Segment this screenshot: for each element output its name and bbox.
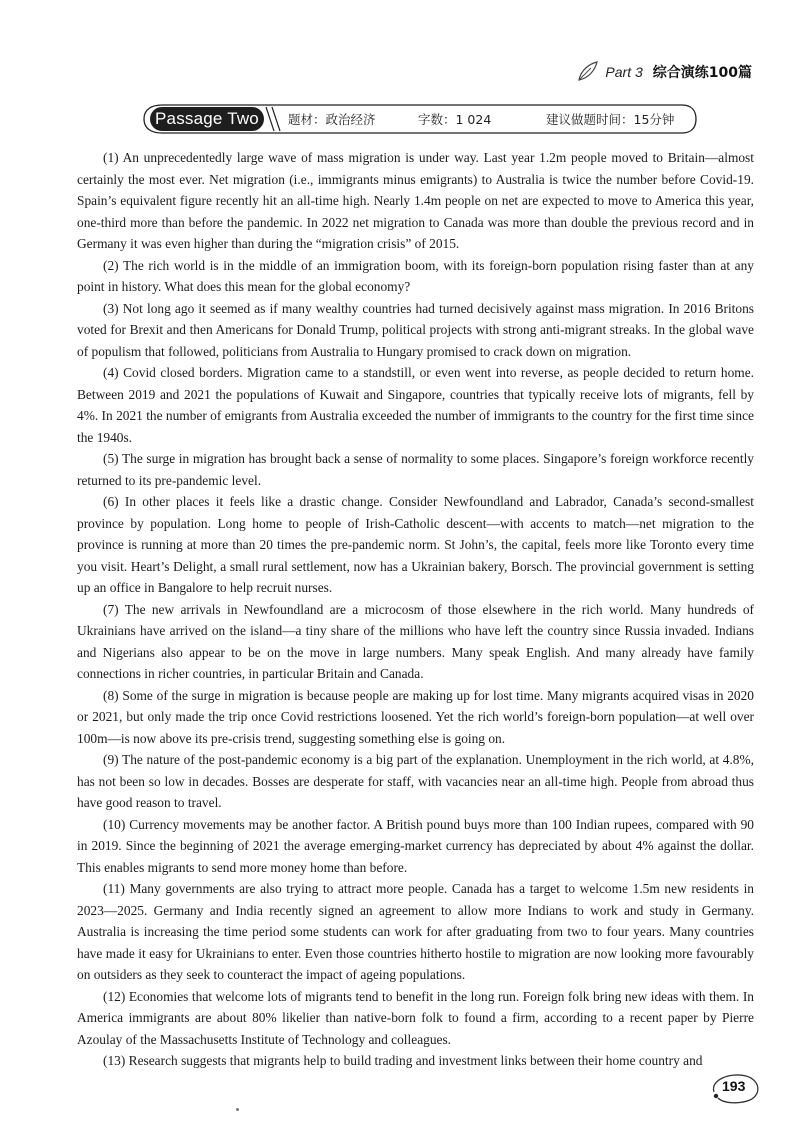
paragraph-9: (9) The nature of the post-pandemic economy is a big part of the explanation. Unemployment in the rich world, at 4.8%, has not been so low in decades. Bosses are desperate for staff, with vacancies near an all-time high. People from abroad thus have good reason to travel. — [77, 752, 754, 810]
page-number: 193 — [722, 1078, 746, 1094]
paragraph-3: (3) Not long ago it seemed as if many wealthy countries had turned decisively against mass migration. In 2016 Britons voted for Brexit and then Americans for Donald Trump, political projects with strong anti-migrant streaks. In the global wave of populism that followed, politicians from Australia to Hungary promised to crack down on migration. — [77, 300, 754, 359]
suggested-time-label: 建议做题时间：15分钟 — [546, 112, 675, 127]
part-label: Part 3 — [605, 64, 643, 80]
part-header — [575, 60, 752, 84]
leaf-icon — [575, 60, 601, 84]
paragraph-5: (5) The surge in migration has brought back a sense of normality to some places. Singapore’s foreign workforce recently returned to its pre-pandemic level. — [77, 451, 754, 488]
article-body — [77, 147, 754, 1072]
paragraph-12: (12) Economies that welcome lots of migrants tend to benefit in the long run. Foreign folk bring new ideas with them. In America immigrants are about 80% likelier than native-born folk to found a firm, according to a recent paper by Pierre Azoulay of the Massachusetts Institute of Technology and colleagues. — [77, 988, 754, 1047]
paragraph-10: (10) Currency movements may be another factor. A British pound buys more than 100 Indian rupees, compared with 90 in 2019. Since the beginning of 2021 the average emerging-market currency has depreciated by about 4% against the dollar. This enables migrants to send more money home than before. — [77, 816, 754, 875]
paragraph-6: (6) In other places it feels like a drastic change. Consider Newfoundland and Labrador, Canada’s second-smallest province by population. Long home to people of Irish-Catholic descent—with accents to match—net migration to the province is running at more than 20 times the pre-pandemic norm. St John’s, the capital, feels more like Toronto every time you visit. Heart’s Delight, a small rural settlement, now has a Ukrainian bakery, Borsch. The provincial government is setting up an office in Bangalore to help recruit nurses. — [77, 494, 754, 595]
topic-label: 题材：政治经济 — [288, 112, 376, 127]
scan-dot — [236, 1108, 239, 1111]
paragraph-7: (7) The new arrivals in Newfoundland are a microcosm of those elsewhere in the rich world. Many hundreds of Ukrainians have arrived on the island—a tiny share of the millions who have left the country since Russia invaded. Indians and Nigerians also appear to be on the move in large numbers. Many speak English. And many already have family connections in richer countries, in particular Britain and Canada. — [77, 601, 754, 681]
paragraph-8: (8) Some of the surge in migration is because people are making up for lost time. Many migrants acquired visas in 2020 or 2021, but only made the trip once Covid restrictions loosened. Yet the rich world’s foreign-born population—at well over 100m—is now above its pre-crisis trend, suggesting something else is going on. — [77, 687, 754, 746]
part-title: 综合演练100篇 — [652, 65, 752, 81]
page-number-badge — [700, 1070, 766, 1106]
paragraph-13: (13) Research suggests that migrants help to build trading and investment links between their home country and — [103, 1053, 703, 1068]
word-count-label: 字数：1 024 — [418, 112, 492, 127]
paragraph-1: (1) An unprecedentedly large wave of mass migration is under way. Last year 1.2m people moved to Britain—almost certainly the most ever. Net migration (i.e., immigrants minus emigrants) to Australia is twice the number before Covid-19. Spain’s equivalent figure recently hit an all-time high. Nearly 1.4m people on net are expected to move to America this year, one-third more than before the pandemic. In 2022 net migration to Canada was more than double the previous record and in Germany it was even higher than during the “migration crisis” of 2015. — [77, 150, 754, 251]
paragraph-4: (4) Covid closed borders. Migration came to a standstill, or even went into reverse, as people decided to return home. Between 2019 and 2021 the populations of Kuwait and Singapore, countries that typically receive lots of migrants, fell by 4%. In 2021 the number of emigrants from Australia exceeded the number of immigrants to the country for the first time since the 1940s. — [77, 365, 754, 445]
passage-label: Passage Two — [150, 107, 264, 131]
paragraph-11: (11) Many governments are also trying to attract more people. Canada has a target to welcome 1.5m new residents in 2023—2025. Germany and India recently signed an agreement to allow more Indians to work and study in Germany. Australia is increasing the time period some students can work for after graduating from two to four years. Many countries have made it easy for Ukrainians to enter. Even those countries hitherto hostile to migration are now looking more favourably on outsiders as they seek to counteract the impact of ageing populations. — [77, 881, 754, 982]
passage-banner — [142, 103, 698, 135]
paragraph-2: (2) The rich world is in the middle of an immigration boom, with its foreign-born population rising faster than at any point in history. What does this mean for the global economy? — [77, 257, 754, 294]
